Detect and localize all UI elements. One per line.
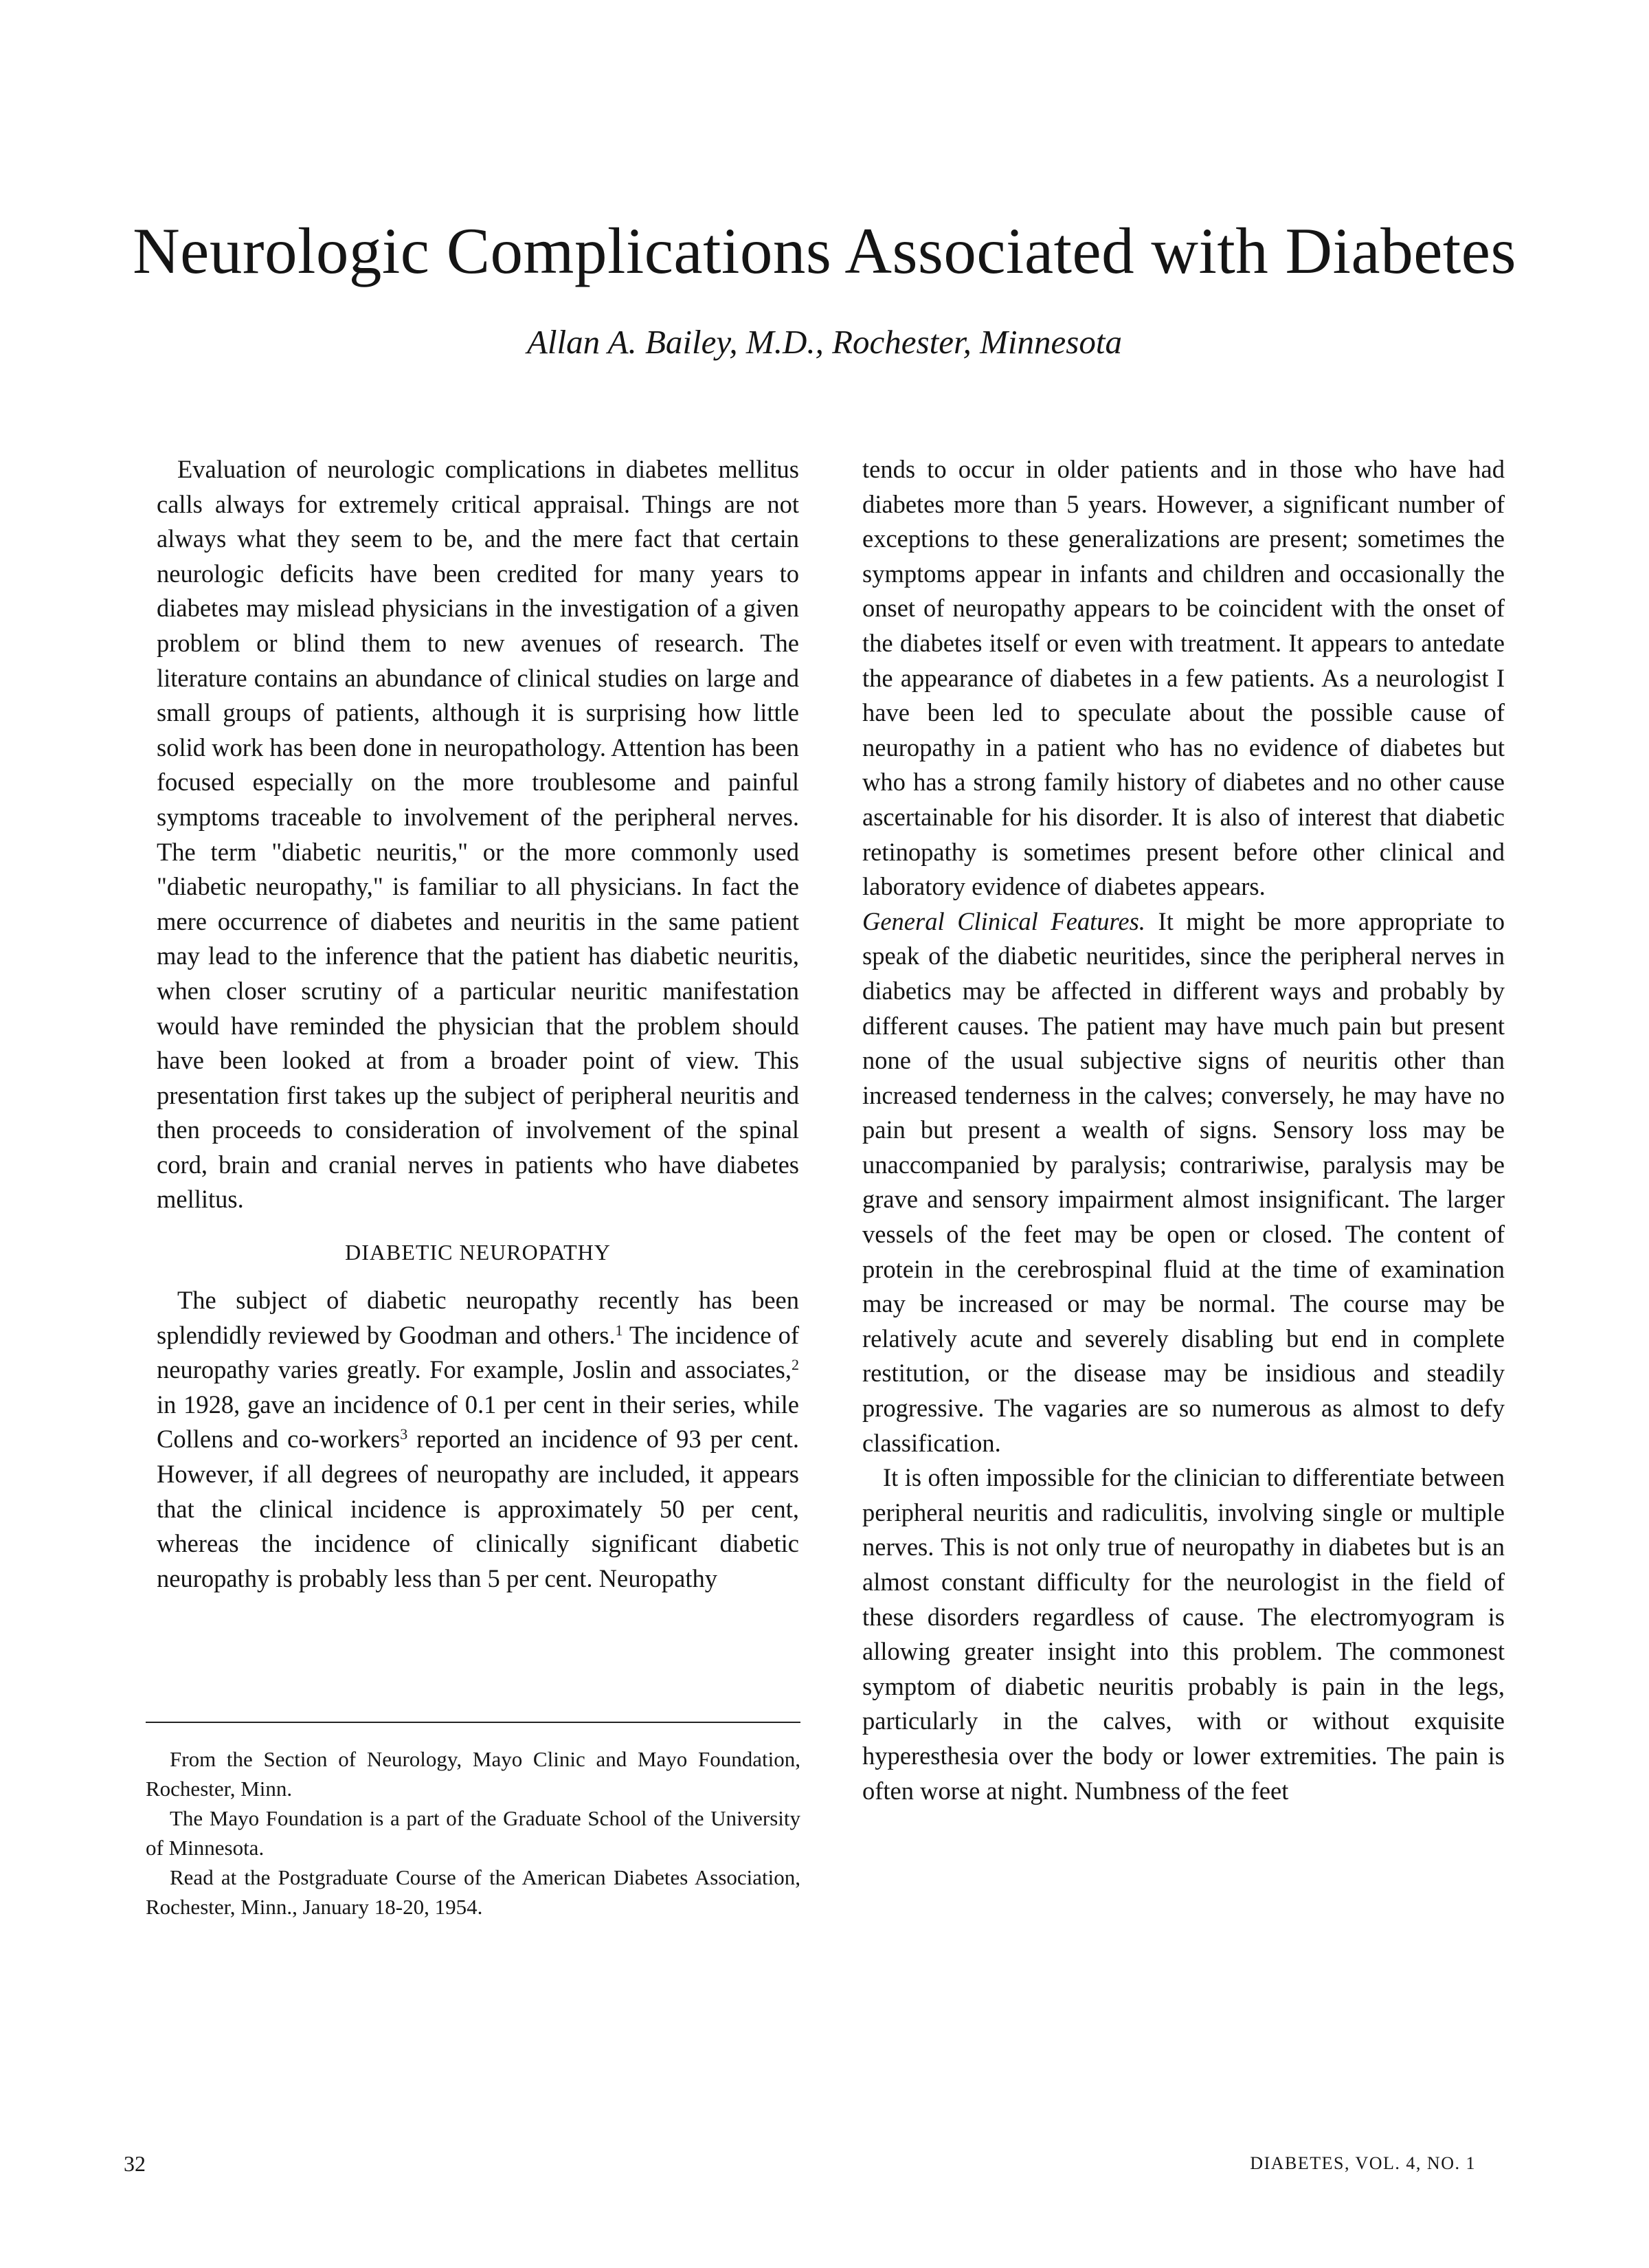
page-number: 32 xyxy=(124,2151,146,2176)
footnote: Read at the Postgraduate Course of the American Diabetes Association, Rochester, Minn., January 18-20, 1954. xyxy=(146,1865,800,1919)
author-byline: Allan A. Bailey, M.D., Rochester, Minnesota xyxy=(527,323,1122,361)
reference-marker: 2 xyxy=(792,1356,799,1374)
reference-marker: 1 xyxy=(615,1321,623,1339)
footnotes xyxy=(146,1744,800,1922)
paragraph-text: in 1928, gave an incidence of 0.1 per cent in their series, while Collens and co-workers xyxy=(157,1390,799,1454)
paragraph-text: reported an incidence of 93 per cent. However, if all degrees of neuropathy are included, it appears that the clinical incidence is approximately 50 per cent, whereas the incidence of clinically significant diabetic neuropathy is probably less than 5 per cent. Neuropathy xyxy=(157,1425,799,1592)
clinical-features-paragraph xyxy=(862,904,1505,1461)
continued-paragraph: tends to occur in older patients and in those who have had diabetes more than 5 years. However, a significant number of exceptions to these generalizations are present; sometimes the symptoms appear in infants and children and occasionally the onset of neuropathy appears to be coincident with the onset of the diabetes itself or even with treatment. It appears to antedate the appearance of diabetes in a few patients. As a neurologist I have been led to speculate about the possible cause of neuropathy in a patient who has no evidence of diabetes but who has a strong family history of diabetes and no other cause ascertainable for his disorder. It is also of interest that diabetic retinopathy is sometimes present before other clinical and laboratory evidence of diabetes appears. xyxy=(862,455,1505,901)
footnote: From the Section of Neurology, Mayo Clinic and Mayo Foundation, Rochester, Minn. xyxy=(146,1747,800,1801)
paragraph-text: The incidence of neuropathy varies greatly. For example, Joslin and associates, xyxy=(157,1320,800,1384)
paragraph-text: It might be more appropriate to speak of the diabetic neuritides, since the peripheral nerves in diabetics may be affected in different ways and probably by different causes. The patient may have much pain but present none of the usual subjective signs of neuritis other than increased tenderness in the calves; conversely, he may have no pain but present a wealth of signs. Sensory loss may be unaccompanied by paralysis; contrariwise, paralysis may be grave and sensory impairment almost insignificant. The larger vessels of the feet may be open or closed. The content of protein in the cerebrospinal fluid at the time of examination may be increased or may be normal. The course may be relatively acute and severely disabling but end in complete restitution, or the disease may be insidious and steadily progressive. The vagaries are so numerous as almost to defy classification. xyxy=(862,907,1505,1457)
runin-heading: General Clinical Features. xyxy=(862,907,1145,935)
right-column xyxy=(862,452,1505,1808)
journal-running-foot: DIABETES, VOL. 4, NO. 1 xyxy=(1250,2153,1476,2173)
reference-marker: 3 xyxy=(400,1425,408,1443)
footnote: The Mayo Foundation is a part of the Graduate School of the University of Minnesota. xyxy=(146,1806,800,1860)
differentiation-paragraph: It is often impossible for the clinician to differentiate between peripheral neuritis and radiculitis, involving single or multiple nerves. This is not only true of neuropathy in diabetes but is an almost constant difficulty for the neurologist in the field of these disorders regardless of cause. The electromyogram is allowing greater insight into this problem. The commonest symptom of diabetic neuritis probably is pain in the legs, particularly in the calves, with or without exquisite hyperesthesia over the body or lower extremities. The pain is often worse at night. Numbness of the feet xyxy=(862,1463,1505,1805)
section-heading: DIABETIC NEUROPATHY xyxy=(345,1240,611,1265)
paragraph-text: The subject of diabetic neuropathy recently has been splendidly reviewed by Goodman and others. xyxy=(157,1286,799,1349)
neuropathy-paragraph xyxy=(157,1283,799,1596)
footnote-rule xyxy=(146,1722,800,1723)
article-title: Neurologic Complications Associated with Diabetes xyxy=(133,214,1516,287)
intro-paragraph: Evaluation of neurologic complications in diabetes mellitus calls always for extremely critical appraisal. Things are not always what they seem to be, and the mere fact that certain neurologic deficits have been credited for many years to diabetes may mislead physicians in the investigation of a given problem or blind them to new avenues of research. The literature contains an abundance of clinical studies on large and small groups of patients, although it is surprising how little solid work has been done in neuropathology. Attention has been focused especially on the more troublesome and painful symptoms traceable to involvement of the peripheral nerves. The term "diabetic neuritis," or the more commonly used "diabetic neuropathy," is familiar to all physicians. In fact the mere occurrence of diabetes and neuritis in the same patient may lead to the inference that the patient has diabetic neuritis, when closer scrutiny of a particular neuritic manifestation would have reminded the physician that the problem should have been looked at from a broader point of view. This presentation first takes up the subject of peripheral neuritis and then proceeds to consideration of involvement of the spinal cord, brain and cranial nerves in patients who have diabetes mellitus. xyxy=(157,455,799,1214)
left-column xyxy=(157,452,799,1596)
